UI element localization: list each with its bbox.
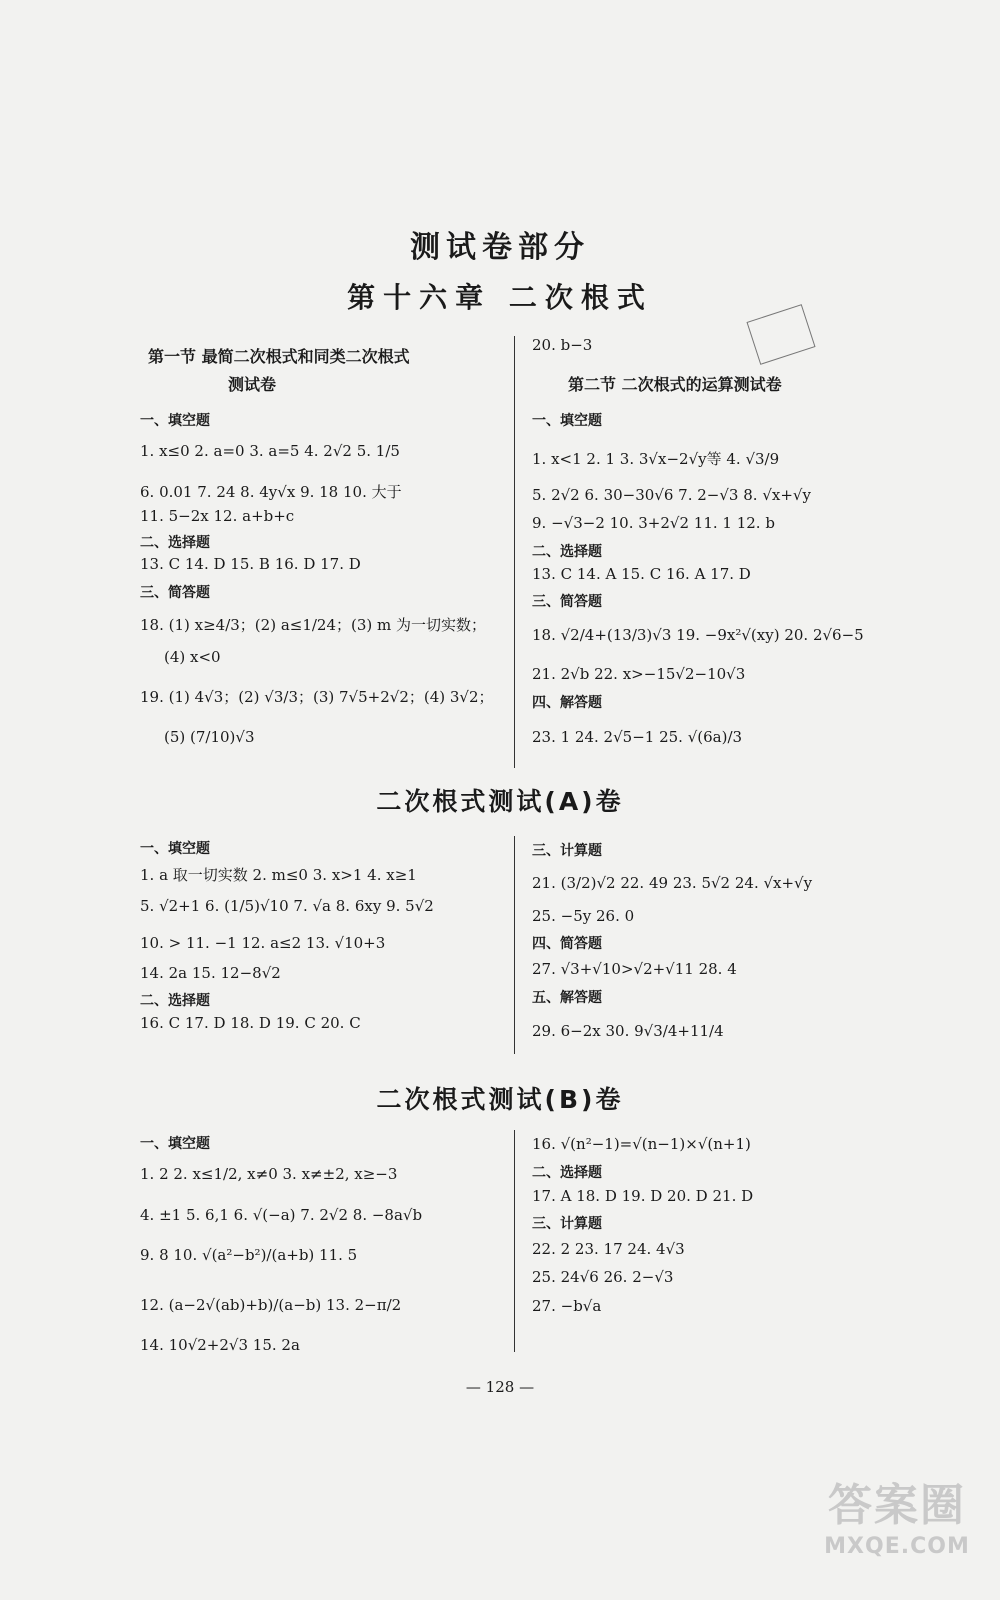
- answer-line: 四、简答题: [532, 936, 602, 952]
- answer-line: 四、解答题: [532, 695, 602, 711]
- answer-line: 16. C 17. D 18. D 19. C 20. C: [140, 1014, 361, 1032]
- watermark-bottom: MXQE.COM: [824, 1534, 970, 1559]
- answer-line: 二、选择题: [532, 1165, 602, 1181]
- answer-line: 13. C 14. D 15. B 16. D 17. D: [140, 555, 361, 573]
- column-divider: [514, 1130, 515, 1352]
- answer-line: 25. −5y 26. 0: [532, 907, 635, 925]
- answer-line: 二、选择题: [140, 993, 210, 1009]
- section-one-title: 第一节 最简二次根式和同类二次根式: [148, 347, 410, 366]
- answer-line: 18. √2/4+(13/3)√3 19. −9x²√(xy) 20. 2√6−5: [532, 626, 864, 644]
- watermark-logo: [812, 1478, 982, 1588]
- answer-line: 17. A 18. D 19. D 20. D 21. D: [532, 1187, 754, 1205]
- answer-line: 三、简答题: [140, 585, 210, 601]
- answer-line: 23. 1 24. 2√5−1 25. √(6a)/3: [532, 728, 743, 746]
- column-divider: [514, 836, 515, 1054]
- watermark-top: 答案圈: [828, 1480, 966, 1531]
- answer-line: 一、填空题: [140, 841, 210, 857]
- answer-line: 1. x≤0 2. a=0 3. a=5 4. 2√2 5. 1/5: [140, 442, 400, 460]
- answer-line: 27. √3+√10>√2+√11 28. 4: [532, 960, 737, 978]
- answer-line: 5. 2√2 6. 30−30√6 7. 2−√3 8. √x+√y: [532, 486, 811, 504]
- answer-line: 一、填空题: [532, 413, 602, 429]
- answer-line: 1. a 取一切实数 2. m≤0 3. x>1 4. x≥1: [140, 866, 417, 884]
- answer-line: 22. 2 23. 17 24. 4√3: [532, 1240, 685, 1258]
- answer-line: 11. 5−2x 12. a+b+c: [140, 507, 295, 525]
- answer-line: 29. 6−2x 30. 9√3/4+11/4: [532, 1022, 724, 1040]
- answer-line: 9. −√3−2 10. 3+2√2 11. 1 12. b: [532, 514, 775, 532]
- page-title: 测试卷部分: [410, 230, 590, 265]
- answer-line: 6. 0.01 7. 24 8. 4y√x 9. 18 10. 大于: [140, 483, 402, 501]
- answer-line: 20. b−3: [532, 336, 593, 354]
- answer-line: 五、解答题: [532, 990, 602, 1006]
- answer-line: 13. C 14. A 15. C 16. A 17. D: [532, 565, 751, 583]
- column-divider: [514, 336, 515, 768]
- answer-line: 9. 8 10. √(a²−b²)/(a+b) 11. 5: [140, 1246, 358, 1264]
- answer-line: 三、简答题: [532, 594, 602, 610]
- answer-line: 27. −b√a: [532, 1297, 602, 1315]
- answer-line: (5) (7/10)√3: [164, 728, 255, 746]
- section-two-title: 第二节 二次根式的运算测试卷: [568, 375, 782, 394]
- page-number: — 128 —: [465, 1378, 535, 1396]
- answer-line: 19. (1) 4√3；(2) √3/3；(3) 7√5+2√2；(4) 3√2；: [140, 688, 494, 706]
- answer-line: 4. ±1 5. 6,1 6. √(−a) 7. 2√2 8. −8a√b: [140, 1206, 423, 1224]
- answer-line: 25. 24√6 26. 2−√3: [532, 1268, 674, 1286]
- answer-line: (4) x<0: [164, 648, 221, 666]
- answer-line: 21. (3/2)√2 22. 49 23. 5√2 24. √x+√y: [532, 874, 813, 892]
- answer-line: 二、选择题: [140, 535, 210, 551]
- answer-line: 一、填空题: [140, 413, 210, 429]
- answer-line: 14. 2a 15. 12−8√2: [140, 964, 281, 982]
- section-one-title-2: 测试卷: [228, 375, 277, 394]
- chapter-title: 第十六章 二次根式: [347, 281, 653, 314]
- answer-line: 16. √(n²−1)=√(n−1)×√(n+1): [532, 1135, 751, 1153]
- answer-line: 三、计算题: [532, 843, 602, 859]
- answer-line: 一、填空题: [140, 1136, 210, 1152]
- answer-line: 18. (1) x≥4/3；(2) a≤1/24；(3) m 为一切实数；: [140, 616, 487, 634]
- answer-line: 12. (a−2√(ab)+b)/(a−b) 13. 2−π/2: [140, 1296, 402, 1314]
- answer-line: 1. 2 2. x≤1/2, x≠0 3. x≠±2, x≥−3: [140, 1165, 398, 1183]
- test-a-title: 二次根式测试(A)卷: [376, 787, 624, 816]
- answer-line: 21. 2√b 22. x>−15√2−10√3: [532, 665, 746, 683]
- test-b-title: 二次根式测试(B)卷: [376, 1085, 624, 1114]
- answer-line: 二、选择题: [532, 544, 602, 560]
- answer-line: 14. 10√2+2√3 15. 2a: [140, 1336, 300, 1354]
- answer-line: 三、计算题: [532, 1216, 602, 1232]
- answer-line: 10. > 11. −1 12. a≤2 13. √10+3: [140, 934, 386, 952]
- answer-line: 5. √2+1 6. (1/5)√10 7. √a 8. 6xy 9. 5√2: [140, 897, 434, 915]
- answer-line: 1. x<1 2. 1 3. 3√x−2√y等 4. √3/9: [532, 450, 780, 468]
